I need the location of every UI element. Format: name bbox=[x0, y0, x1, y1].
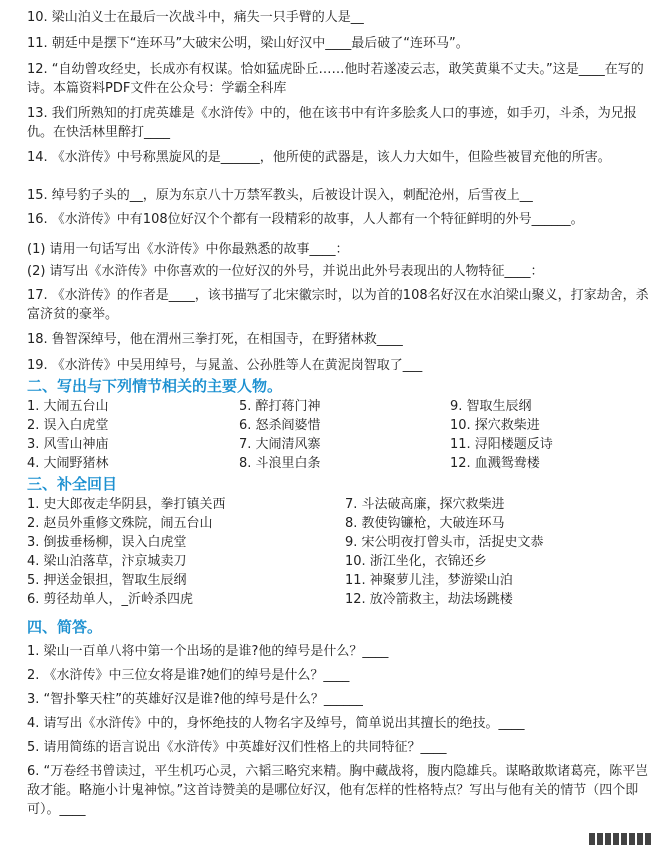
chapter-item: 11. 神聚萝儿洼，梦游梁山泊 bbox=[345, 573, 513, 588]
plot-item: 11. 浔阳楼题反诗 bbox=[450, 437, 553, 452]
short-answer-2: 2. 《水浒传》中三位女将是谁?她们的绰号是什么？____ bbox=[27, 668, 350, 683]
plot-item: 8. 斗浪里白条 bbox=[239, 456, 321, 471]
chapter-item: 6. 剪径劫单人，_沂岭杀四虎 bbox=[27, 592, 194, 607]
section-4-title: 四、简答。 bbox=[27, 618, 103, 636]
chapter-item: 8. 教使钩镰枪，大破连环马 bbox=[345, 516, 505, 531]
plot-item: 7. 大闹清风寨 bbox=[239, 437, 321, 452]
plot-item: 2. 误入白虎堂 bbox=[27, 418, 109, 433]
chapter-item: 10. 浙江坐化，衣锦还乡 bbox=[345, 554, 487, 569]
section-3-title: 三、补全回目 bbox=[27, 475, 118, 493]
question-16-sub1: (1) 请用一句话写出《水浒传》中你最熟悉的故事____： bbox=[27, 242, 349, 257]
chapter-item: 5. 押送金银担，智取生辰纲 bbox=[27, 573, 187, 588]
question-12: 12. “自幼曾攻经史，长成亦有权谋。恰如猛虎卧丘……他时若遂凌云志，敢笑黄巢不丈夫。”这是____在写的诗。本篇资料PDF文件在公众号：学霸全科库 bbox=[27, 62, 644, 96]
short-answer-5: 5. 请用简练的语言说出《水浒传》中英雄好汉们性格上的共同特征？____ bbox=[27, 740, 447, 755]
chapter-item: 4. 梁山泊落草，汴京城卖刀 bbox=[27, 554, 187, 569]
section-2-title: 二、写出与下列情节相关的主要人物。 bbox=[27, 377, 283, 395]
question-17: 17. 《水浒传》的作者是____，该书描写了北宋徽宗时，以为首的108名好汉在水泊梁山聚义，打家劫舍，杀富济贫的豪举。 bbox=[27, 288, 649, 322]
chapter-item: 12. 放冷箭救主，劫法场跳楼 bbox=[345, 592, 513, 607]
chapter-item: 1. 史大郎夜走华阴县，拳打镇关西 bbox=[27, 497, 226, 512]
question-10: 10. 梁山泊义士在最后一次战斗中，痛失一只手臂的人是__ bbox=[27, 10, 364, 25]
plot-item: 4. 大闹野猪林 bbox=[27, 456, 109, 471]
short-answer-6: 6. “万卷经书曾读过，平生机巧心灵，六韬三略究来精。胸中藏战将，腹内隐雄兵。谋略敢欺诸葛亮，陈平岂敌才能。略施小计鬼神惊。”这首诗赞美的是哪位好汉，他有怎样的性格特点？写出与他有关的情节（四个即可）。____ bbox=[27, 764, 649, 817]
watermark-bars bbox=[589, 831, 659, 847]
short-answer-1: 1. 梁山一百单八将中第一个出场的是谁?他的绰号是什么？____ bbox=[27, 644, 389, 659]
plot-item: 1. 大闹五台山 bbox=[27, 399, 109, 414]
question-18: 18. 鲁智深绰号，他在渭州三拳打死，在相国寺，在野猪林救____ bbox=[27, 332, 403, 347]
section-2-grid bbox=[27, 397, 657, 473]
section-3-grid bbox=[27, 495, 657, 609]
short-answer-4: 4. 请写出《水浒传》中的，身怀绝技的人物名字及绰号，简单说出其擅长的绝技。____ bbox=[27, 716, 525, 731]
plot-item: 12. 血溅鸳鸯楼 bbox=[450, 456, 540, 471]
plot-item: 6. 怒杀阎婆惜 bbox=[239, 418, 321, 433]
question-16: 16. 《水浒传》中有108位好汉个个都有一段精彩的故事，人人都有一个特征鲜明的外号______。 bbox=[27, 212, 584, 227]
chapter-item: 3. 倒拔垂杨柳，误入白虎堂 bbox=[27, 535, 187, 550]
question-14: 14. 《水浒传》中号称黑旋风的是______，他所使的武器是，该人力大如牛，但险些被冒充他的所害。 bbox=[27, 150, 611, 165]
chapter-item: 7. 斗法破高廉，探穴救柴进 bbox=[345, 497, 505, 512]
plot-item: 9. 智取生辰纲 bbox=[450, 399, 532, 414]
plot-item: 3. 风雪山神庙 bbox=[27, 437, 109, 452]
question-15: 15. 绰号豹子头的__，原为东京八十万禁军教头，后被设计误入，刺配沧州，后雪夜上__ bbox=[27, 188, 533, 203]
question-11: 11. 朝廷中是摆下“连环马”大破宋公明，梁山好汉中____最后破了“连环马”。 bbox=[27, 36, 469, 51]
question-16-sub2: (2) 请写出《水浒传》中你喜欢的一位好汉的外号，并说出此外号表现出的人物特征____： bbox=[27, 264, 544, 279]
chapter-item: 9. 宋公明夜打曾头市，活捉史文恭 bbox=[345, 535, 544, 550]
plot-item: 10. 探穴救柴进 bbox=[450, 418, 540, 433]
plot-item: 5. 醉打蒋门神 bbox=[239, 399, 321, 414]
question-19: 19. 《水浒传》中吴用绰号，与晁盖、公孙胜等人在黄泥岗智取了___ bbox=[27, 358, 423, 373]
question-13: 13. 我们所熟知的打虎英雄是《水浒传》中的，他在该书中有许多脍炙人口的事迹，如手刃，斗杀，为兄报仇。在快活林里醉打____ bbox=[27, 106, 637, 140]
chapter-item: 2. 赵员外重修文殊院，闹五台山 bbox=[27, 516, 213, 531]
short-answer-3: 3. “智扑擎天柱”的英雄好汉是谁?他的绰号是什么？______ bbox=[27, 692, 363, 707]
